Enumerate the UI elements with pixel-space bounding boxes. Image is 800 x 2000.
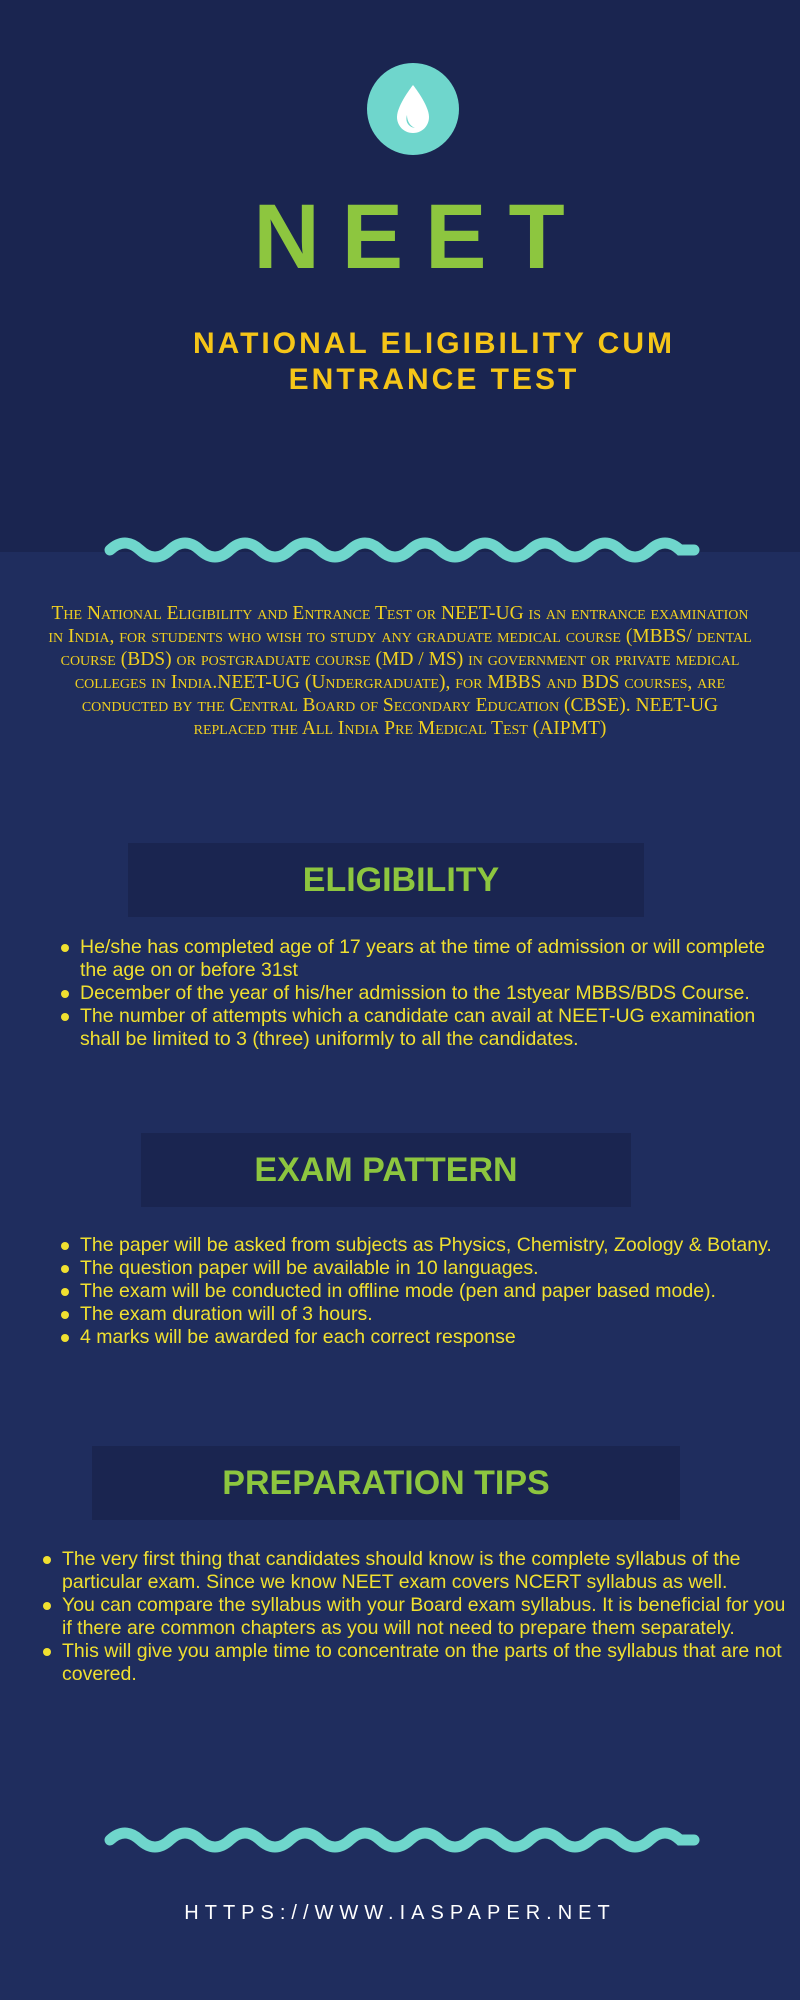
list-item: December of the year of his/her admission to the 1styear MBBS/BDS Course. [58,982,770,1005]
list-item: 4 marks will be awarded for each correct response [58,1326,798,1349]
list-item: The paper will be asked from subjects as Physics, Chemistry, Zoology & Botany. [58,1234,798,1257]
list-item: The number of attempts which a candidate can avail at NEET-UG examination shall be limited to 3 (three) uniformly to all the candidates. [58,1005,770,1051]
list-item: The very first thing that candidates should know is the complete syllabus of the particular exam. Since we know NEET exam covers NCERT syllabus as well. [40,1548,795,1594]
list-item: The exam duration will of 3 hours. [58,1303,798,1326]
intro-paragraph: The National Eligibility and Entrance Test or NEET-UG is an entrance examination in India, for students who wish to study any graduate medical course (MBBS/ dental course (BDS) or postgraduate course (MD / MS) in government or private medical colleges in India.NEET-UG (Undergraduate), for MBBS and BDS courses, are conducted by the Central Board of Secondary Education (CBSE). NEET-UG replaced the All India Pre Medical Test (AIPMT) [48,603,752,739]
section-title: EXAM PATTERN [254,1150,518,1189]
list-item: The exam will be conducted in offline mode (pen and paper based mode). [58,1280,798,1303]
footer-url-link[interactable]: HTTPS://WWW.IASPAPER.NET [184,1902,616,1924]
wave-divider [100,530,704,570]
logo [367,63,459,155]
preparation-tips-list [40,1548,795,1686]
section-header-eligibility [128,843,644,917]
wave-divider [100,1820,704,1860]
list-item: The question paper will be available in 10 languages. [58,1257,798,1280]
water-drop-icon [367,63,459,155]
exam-pattern-list [58,1234,798,1349]
section-title: PREPARATION TIPS [222,1463,550,1502]
page-title: NEET [253,186,587,288]
list-item: He/she has completed age of 17 years at the time of admission or will complete the age on or before 31st [58,936,770,982]
list-item: This will give you ample time to concentrate on the parts of the syllabus that are not covered. [40,1640,795,1686]
section-header-preparation-tips [92,1446,680,1520]
section-header-exam-pattern [141,1133,631,1207]
section-title: ELIGIBILITY [302,860,500,899]
list-item: You can compare the syllabus with your Board exam syllabus. It is beneficial for you if there are common chapters as you will not need to prepare them separately. [40,1594,795,1640]
eligibility-list [58,936,770,1051]
page-subtitle: NATIONAL ELIGIBILITY CUM ENTRANCE TEST [193,327,675,396]
